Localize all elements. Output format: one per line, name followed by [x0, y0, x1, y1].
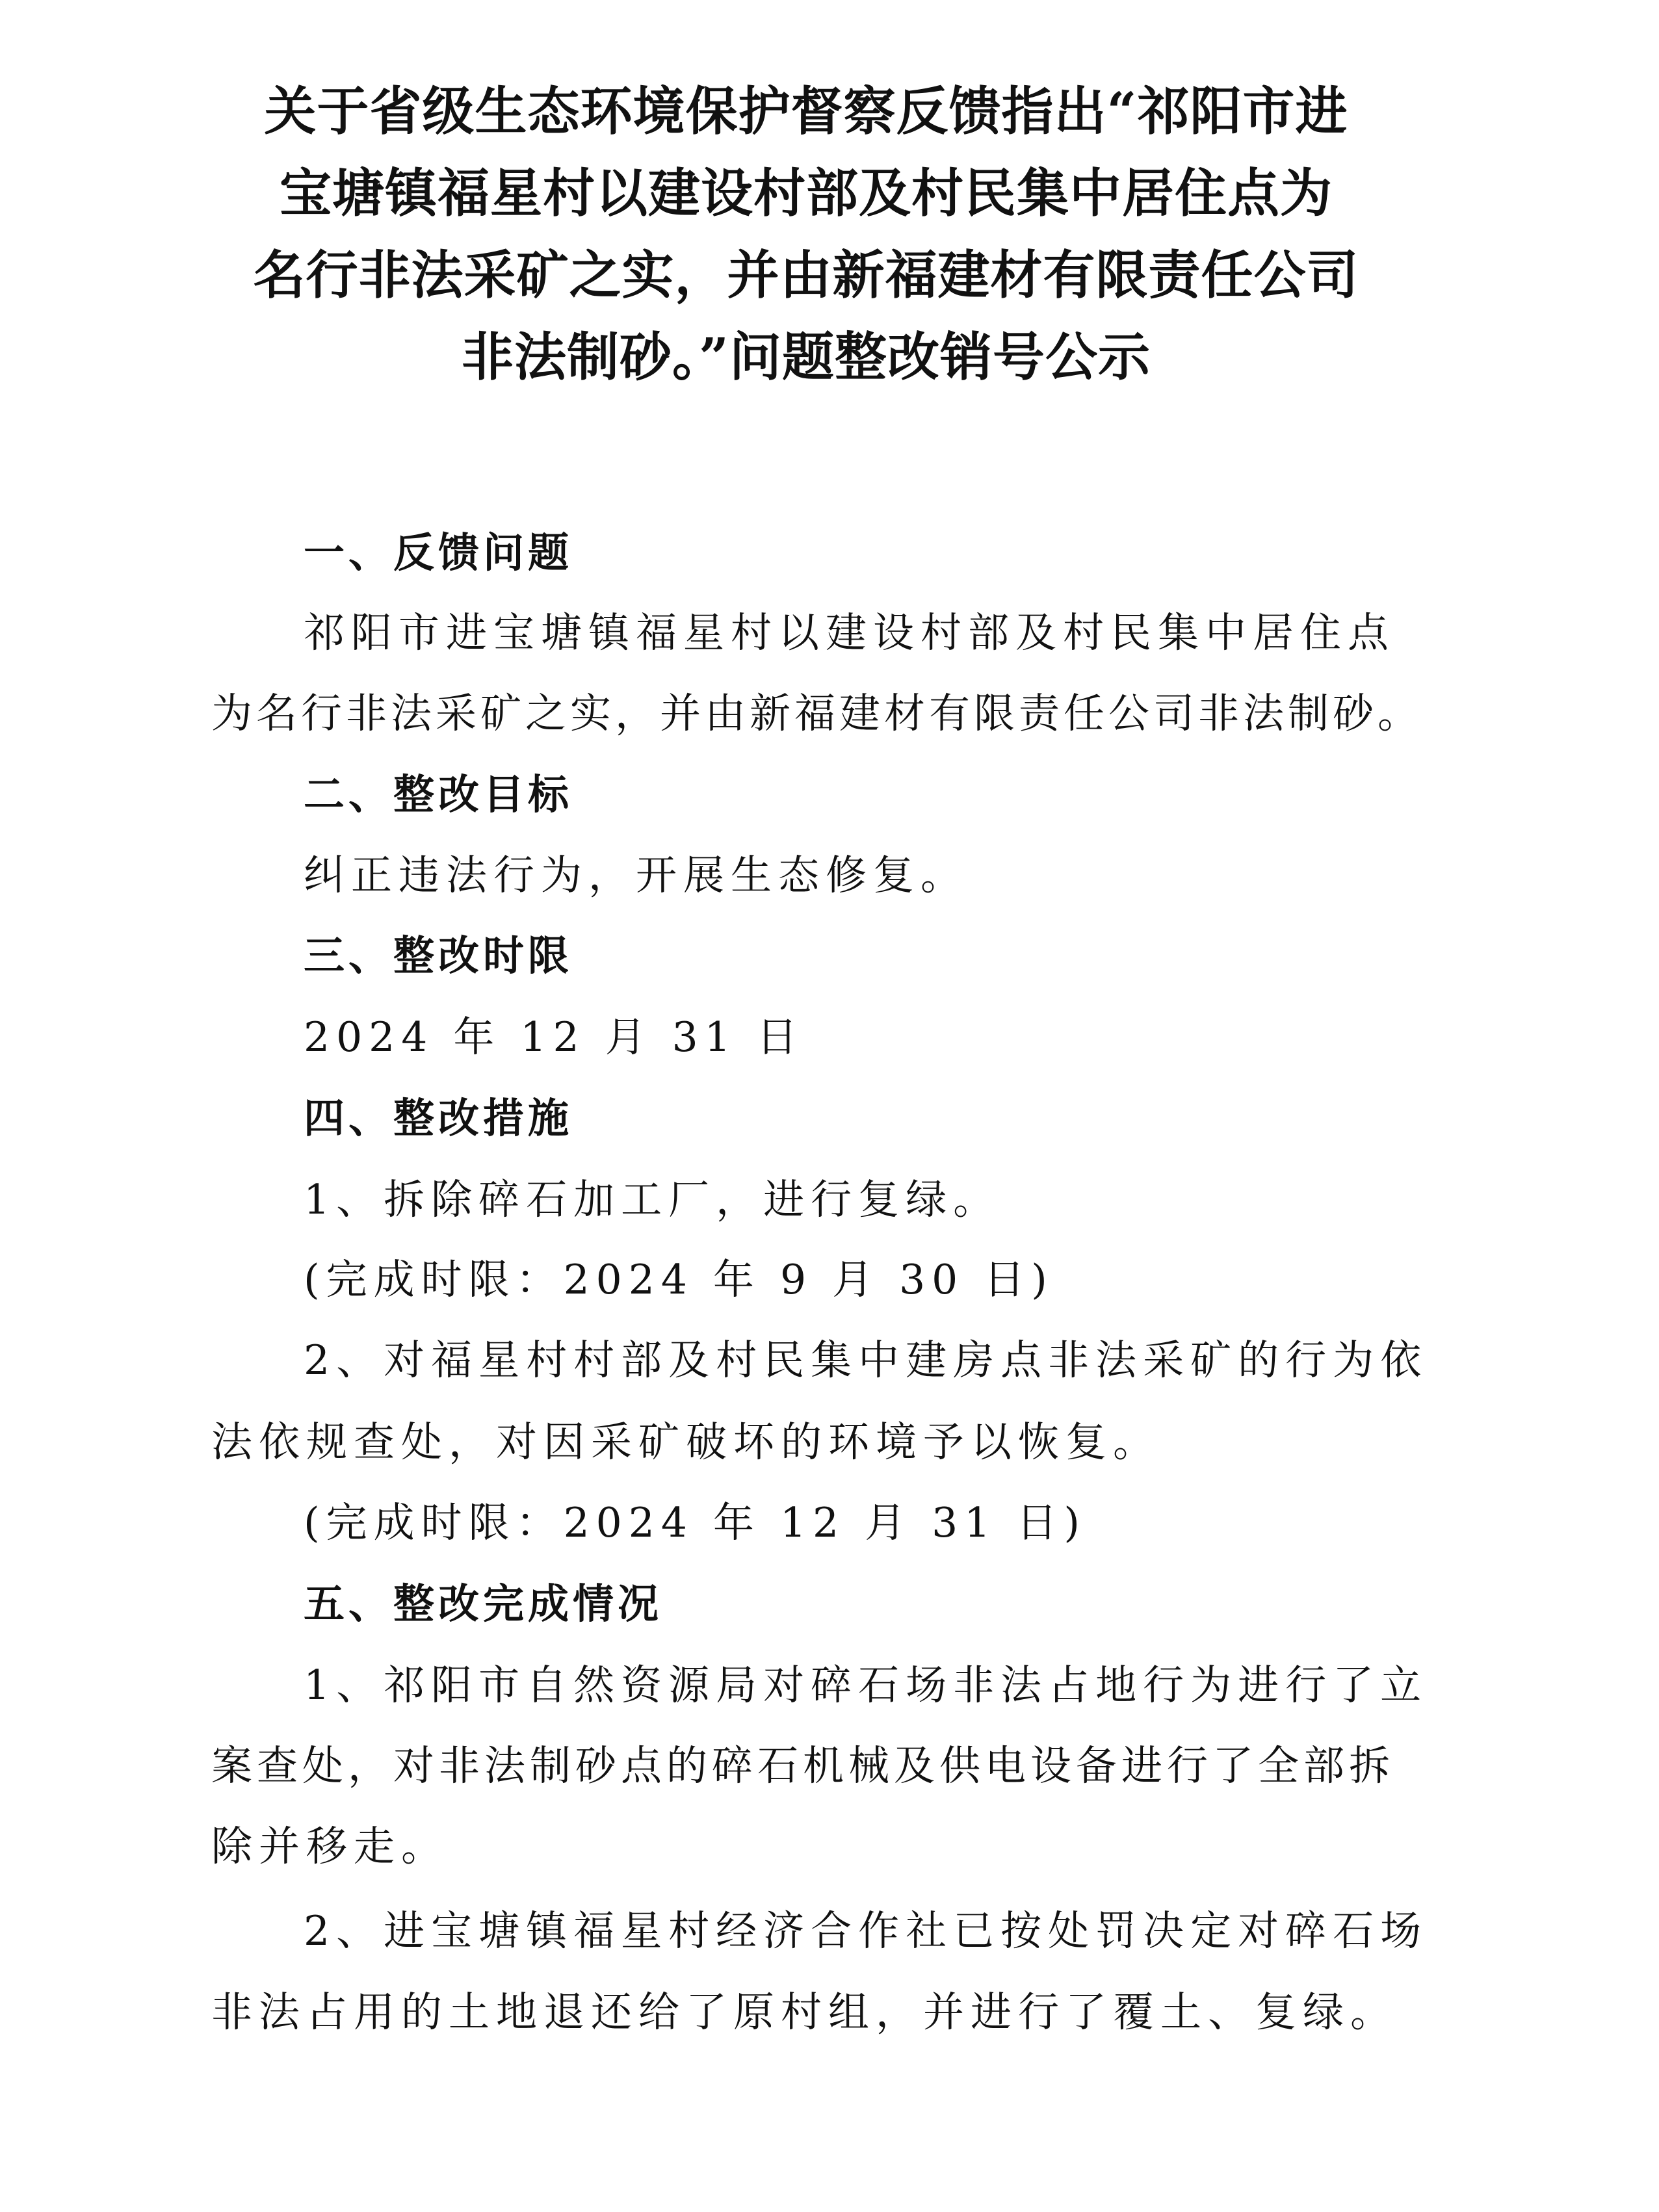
- section-5-item-1-line-2: 案查处，对非法制砂点的碎石机械及供电设备进行了全部拆: [211, 1742, 1394, 1789]
- section-5-item-2-line-2: 非法占用的土地退还给了原村组，并进行了覆土、复绿。: [211, 1988, 1398, 2036]
- section-5-item-1-line-1: 1、祁阳市自然资源局对碎石场非法占地行为进行了立: [304, 1661, 1428, 1709]
- section-3-heading: 三、整改时限: [304, 932, 573, 980]
- title-line-3: 名行非法采矿之实，并由新福建材有限责任公司: [253, 244, 1359, 306]
- section-4-item-2-deadline: (完成时限：2024 年 12 月 31 日): [304, 1499, 1086, 1546]
- title-line-1: 关于省级生态环境保护督察反馈指出“祁阳市进: [264, 81, 1348, 142]
- section-4-item-1: 1、拆除碎石加工厂，进行复绿。: [304, 1176, 1001, 1223]
- section-5-item-2-line-1: 2、进宝塘镇福星村经济合作社已按处罚决定对碎石场: [304, 1907, 1428, 1955]
- section-1-heading: 一、反馈问题: [304, 529, 573, 577]
- section-4-item-2-line-1: 2、对福星村村部及村民集中建房点非法采矿的行为依: [304, 1336, 1428, 1384]
- section-1-line-2: 为名行非法采矿之实，并由新福建材有限责任公司非法制砂。: [211, 690, 1422, 737]
- section-5-item-1-line-3: 除并移走。: [211, 1823, 449, 1870]
- section-4-item-2-line-2: 法依规查处，对因采矿破坏的环境予以恢复。: [211, 1418, 1160, 1466]
- section-2-text: 纠正违法行为，开展生态修复。: [304, 852, 968, 899]
- title-line-4: 非法制砂。”问题整改销号公示: [461, 326, 1151, 387]
- section-2-heading: 二、整改目标: [304, 771, 573, 818]
- title-line-2: 宝塘镇福星村以建设村部及村民集中居住点为: [280, 163, 1333, 224]
- section-1-line-1: 祁阳市进宝塘镇福星村以建设村部及村民集中居住点: [304, 609, 1395, 657]
- section-5-heading: 五、整改完成情况: [304, 1580, 662, 1628]
- section-4-heading: 四、整改措施: [304, 1095, 573, 1142]
- section-3-text: 2024 年 12 月 31 日: [304, 1013, 804, 1061]
- section-4-item-1-deadline: (完成时限：2024 年 9 月 30 日): [304, 1256, 1054, 1303]
- document-title: [208, 70, 1404, 398]
